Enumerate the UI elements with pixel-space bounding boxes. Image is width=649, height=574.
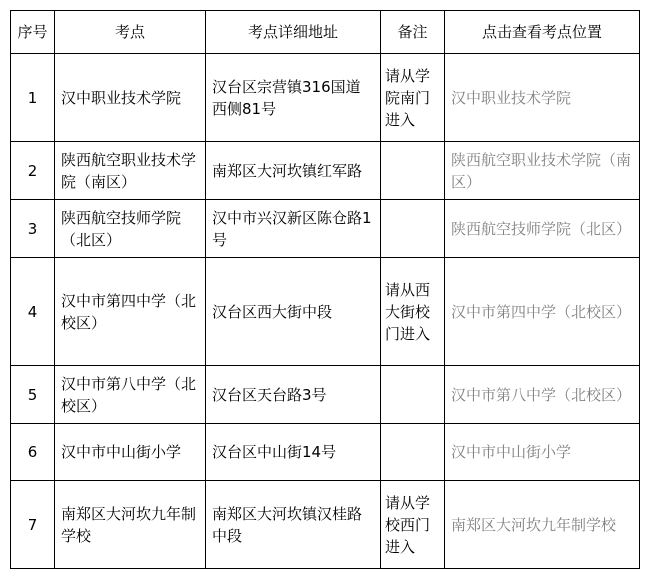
site-location-link[interactable]: 汉中市中山街小学 [445,424,640,481]
header-no: 序号 [11,11,55,54]
header-site: 考点 [55,11,206,54]
row-no: 1 [11,54,55,142]
row-address: 南郑区大河坎镇汉桂路中段 [206,481,381,569]
row-address: 汉台区宗营镇316国道西侧81号 [206,54,381,142]
row-address: 汉中市兴汉新区陈仓路1号 [206,200,381,258]
row-site: 汉中市第八中学（北校区） [55,366,206,424]
header-note: 备注 [381,11,445,54]
site-location-link[interactable]: 汉中市第八中学（北校区） [445,366,640,424]
row-no: 4 [11,258,55,366]
row-address: 南郑区大河坎镇红军路 [206,142,381,200]
row-note: 请从学校西门进入 [381,481,445,569]
row-site: 汉中市第四中学（北校区） [55,258,206,366]
row-site: 陕西航空技师学院（北区） [55,200,206,258]
row-note [381,200,445,258]
row-note [381,366,445,424]
table-row [11,366,640,424]
row-site: 南郑区大河坎九年制学校 [55,481,206,569]
table-row [11,481,640,569]
table-row [11,54,640,142]
table-row [11,424,640,481]
row-no: 3 [11,200,55,258]
row-no: 2 [11,142,55,200]
row-site: 汉中市中山街小学 [55,424,206,481]
row-no: 5 [11,366,55,424]
site-location-link[interactable]: 汉中市第四中学（北校区） [445,258,640,366]
table-row [11,258,640,366]
table-row [11,200,640,258]
row-address: 汉台区中山街14号 [206,424,381,481]
row-note: 请从学院南门进入 [381,54,445,142]
site-location-link[interactable]: 南郑区大河坎九年制学校 [445,481,640,569]
table-row [11,142,640,200]
row-note: 请从西大街校门进入 [381,258,445,366]
header-address: 考点详细地址 [206,11,381,54]
header-link: 点击查看考点位置 [445,11,640,54]
row-address: 汉台区天台路3号 [206,366,381,424]
row-site: 陕西航空职业技术学院（南区） [55,142,206,200]
row-no: 7 [11,481,55,569]
site-location-link[interactable]: 陕西航空技师学院（北区） [445,200,640,258]
exam-site-table [10,10,640,569]
row-note [381,142,445,200]
site-location-link[interactable]: 陕西航空职业技术学院（南区） [445,142,640,200]
row-address: 汉台区西大街中段 [206,258,381,366]
row-no: 6 [11,424,55,481]
row-site: 汉中职业技术学院 [55,54,206,142]
site-location-link[interactable]: 汉中职业技术学院 [445,54,640,142]
table-header-row [11,11,640,54]
row-note [381,424,445,481]
